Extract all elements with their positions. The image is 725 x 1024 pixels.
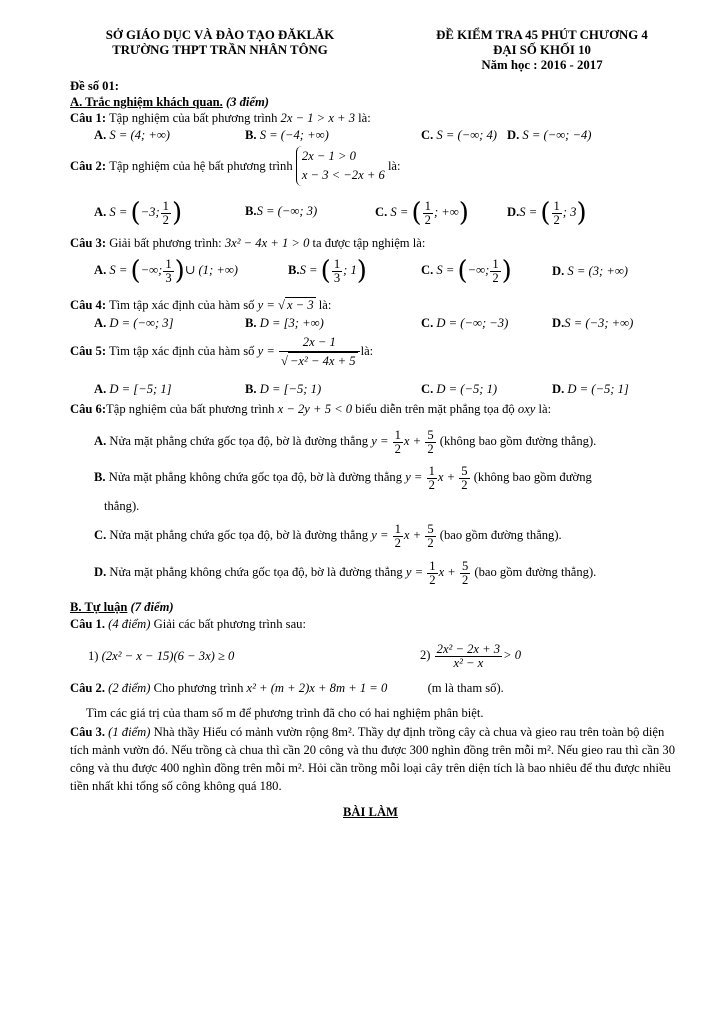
q5-option-d: D. D = (−5; 1] [552,382,629,396]
question-2: Câu 2: Tập nghiệm của hệ bất phương trình 2x − 1 > 0 x − 3 < −2x + 6 là: [70,146,401,186]
q5-option-c: C. D = (−5; 1) [421,382,498,396]
question-5: Câu 5: Tìm tập xác định của hàm số y = $\frac{2x - 1}{\text{√ −x² − 4x + 5}}$ là: [70,335,374,368]
question-3: Câu 3: Giải bất phương trình: 3x² − 4x + 1 > 0 ta được tập nghiệm là: [70,236,426,250]
question-6: Câu 6:Tập nghiệm của bất phương trình x − 2y + 5 < 0 biểu diễn trên mặt phẳng tọa độ oxy là: [70,402,552,416]
inequality-system: 2x − 1 > 0 x − 3 < −2x + 6 [296,146,385,186]
q4-option-b: B. D = [3; +∞) [245,316,324,330]
exam-header [392,28,692,73]
q2-option-a: A. S = (−3; $\frac{1}{2}$ ) [94,198,183,229]
answer-section-title: BÀI LÀM [343,805,398,819]
essay-q1-item-1: 1) (2x² − x − 15)(6 − 3x) ≥ 0 [88,649,235,663]
department-name: SỞ GIÁO DỤC VÀ ĐÀO TẠO ĐĂKLĂK [105,28,335,42]
q4-option-c: C. D = (−∞; −3) [421,316,509,330]
q2-option-d: D.S = ( $\frac{1}{2}$ ; 3) [507,198,587,229]
q5-option-b: B. D = [−5; 1) [245,382,322,396]
school-header [70,28,370,58]
q6-option-b-wrap: thẳng). [104,499,140,513]
q1-option-d: D. S = (−∞; −4) [507,128,592,142]
essay-q1-item-2: 2) $\frac{\text{2x² − 2x + 3}}{\text{x² − x}}$ > 0 [420,641,522,670]
essay-q2-task: Tìm các giá trị của tham số m để phương trình đã cho có hai nghiệm phân biệt. [86,706,484,720]
school-name: TRƯỜNG THPT TRẦN NHÂN TÔNG [112,43,328,57]
question-4: Câu 4: Tìm tập xác định của hàm số y = √ x − 3 là: [70,298,332,312]
q3-option-b: B.S = ( $\frac{1}{3}$ ; 1) [288,256,367,287]
q3-option-a: A. S = (−∞; $\frac{1}{3}$ )∪ (1; +∞) [94,256,238,287]
q6-option-d: D. Nửa mặt phẳng không chứa gốc tọa độ, bờ là đường thẳng y = $\frac{1}{2}$ x + $\frac{5}{2}$ (bao gồm đường thẳng). [94,558,597,587]
essay-question-2: Câu 2. (2 điểm) Cho phương trình x² + (m + 2)x + 8m + 1 = 0 (m là tham số). [70,681,504,695]
question-1: Câu 1: Tập nghiệm của bất phương trình 2x − 1 > x + 3 là: [70,111,371,125]
q1-option-c: C. S = (−∞; 4) [421,128,498,142]
part-a-heading: A. Trắc nghiệm khách quan. (3 điểm) [70,95,269,109]
q6-option-c: C. Nửa mặt phẳng chứa gốc tọa độ, bờ là đường thẳng y = $\frac{1}{2}$ x + $\frac{5}{2}$ (bao gồm đường thẳng). [94,521,562,550]
exam-code: Đề số 01: [70,79,119,93]
q6-option-a: A. Nửa mặt phẳng chứa gốc tọa độ, bờ là đường thẳng y = $\frac{1}{2}$ x + $\frac{5}{2}$ (không bao gồm đường thẳng). [94,427,597,456]
q2-option-b: B.S = (−∞; 3) [245,204,318,218]
q2-option-c: C. S = ( $\frac{1}{2}$ ; +∞) [375,198,469,229]
essay-question-3: Câu 3. (1 điểm) Nhà thầy Hiếu có mảnh vườn rộng 8m². Thầy dự định trồng cây cà chua và gieo rau trên toàn bộ diện tích mảnh vườn đó. Nếu trồng cà chua thì cần 20 công và thu được 300 nghìn đồng trên mỗi m². Nếu gieo rau thì cần 30 công và thu được 400 nghìn đồng trên mỗi m². Hỏi cần trồng mỗi loại cây trên diện tích là bao nhiêu để thu được nhiều tiền nhất khi tổng số công không quá 180. [70,725,676,793]
part-b-heading: B. Tự luận (7 điểm) [70,600,174,614]
q4-option-d: D.S = (−3; +∞) [552,316,634,330]
essay-question-1: Câu 1. (4 điểm) Giải các bất phương trình sau: [70,617,306,631]
q1-option-b: B. S = (−4; +∞) [245,128,329,142]
q1-option-a: A. S = (4; +∞) [94,128,171,142]
exam-title: ĐỀ KIỂM TRA 45 PHÚT CHƯƠNG 4 [436,28,648,42]
exam-subject: ĐẠI SỐ KHỐI 10 [493,43,591,57]
q3-option-d: D. S = (3; +∞) [552,264,629,278]
school-year: Năm học : 2016 - 2017 [481,58,603,72]
q3-option-c: C. S = (−∞; $\frac{1}{2}$ ) [421,256,512,287]
q6-option-b: B. Nửa mặt phẳng không chứa gốc tọa độ, bờ là đường thẳng y = $\frac{1}{2}$ x + $\frac{5}{2}$ (không bao gồm đường [94,463,592,492]
q5-option-a: A. D = [−5; 1] [94,382,172,396]
q4-option-a: A. D = (−∞; 3] [94,316,174,330]
